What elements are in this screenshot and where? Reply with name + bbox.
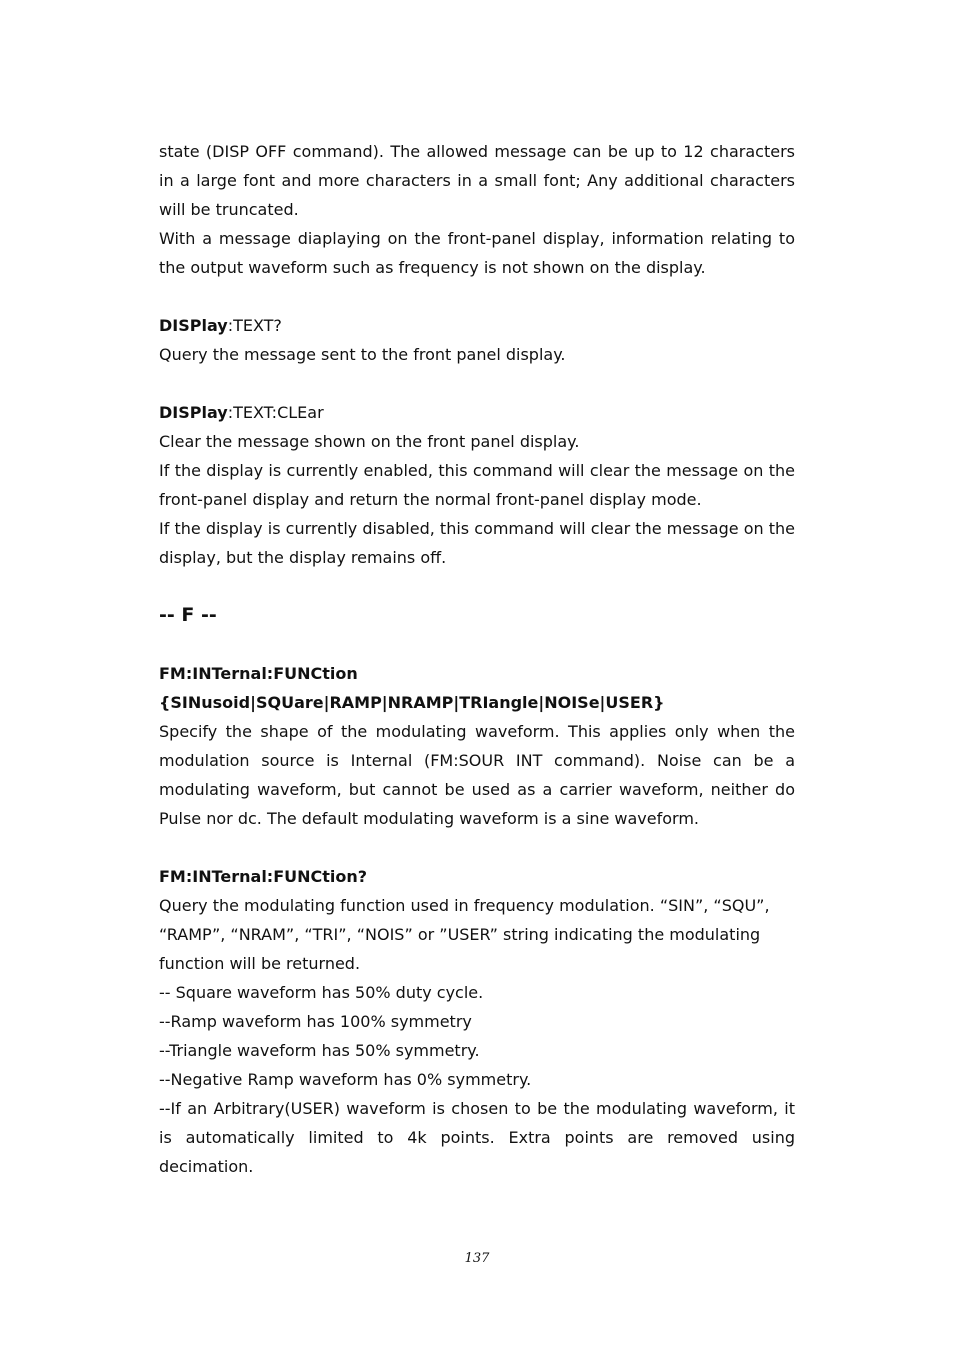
command-fm-internal-function: FM:INTernal:FUNCtion <box>159 664 358 683</box>
command-fm-function-query: FM:INTernal:FUNCtion? <box>159 867 368 886</box>
paragraph-query-line-1: Query the modulating function used in frequency modulation. “SIN”, “SQU”, <box>159 896 770 915</box>
command-keyword: DISPlay <box>159 403 228 422</box>
page-number: 137 <box>464 1251 490 1266</box>
note-triangle: --Triangle waveform has 50% symmetry. <box>159 1041 480 1060</box>
spacer <box>159 282 795 311</box>
command-fm-function-options: {SINusoid|SQUare|RAMP|NRAMP|TRIangle|NOISe|USER} <box>159 693 665 712</box>
paragraph-query-message: Query the message sent to the front panel display. <box>159 345 566 364</box>
spacer <box>159 833 795 862</box>
note-ramp: --Ramp waveform has 100% symmetry <box>159 1012 472 1031</box>
command-display-text-query <box>159 311 795 340</box>
paragraph-display-enabled: If the display is currently enabled, this command will clear the message on the front-panel display and return the normal front-panel display mode. <box>159 461 795 509</box>
paragraph-modulating-shape: Specify the shape of the modulating waveform. This applies only when the modulation source is Internal (FM:SOUR INT command). Noise can be a modulating waveform, but cannot be used as a carrier waveform, neither do Pulse nor dc. The default modulating waveform is a sine waveform. <box>159 722 795 828</box>
spacer <box>159 369 795 398</box>
spacer <box>159 572 795 601</box>
paragraph-query-line-3: function will be returned. <box>159 954 361 973</box>
command-suffix: :TEXT? <box>227 316 282 335</box>
paragraph-display-off: state (DISP OFF command). The allowed message can be up to 12 characters in a large font and more characters in a small font; Any additional characters will be truncated. <box>159 142 795 219</box>
page-body <box>159 137 795 1181</box>
paragraph-message-display: With a message diaplaying on the front-panel display, information relating to the output waveform such as frequency is not shown on the display. <box>159 229 795 277</box>
note-negative-ramp: --Negative Ramp waveform has 0% symmetry. <box>159 1070 532 1089</box>
paragraph-display-disabled: If the display is currently disabled, this command will clear the message on the display, but the display remains off. <box>159 519 795 567</box>
spacer <box>159 630 795 659</box>
paragraph-clear-message: Clear the message shown on the front panel display. <box>159 432 580 451</box>
command-suffix: :TEXT:CLEar <box>227 403 324 422</box>
note-square: -- Square waveform has 50% duty cycle. <box>159 983 484 1002</box>
command-display-text-clear <box>159 398 795 427</box>
paragraph-query-line-2: “RAMP”, “NRAM”, “TRI”, “NOIS” or ”USER” string indicating the modulating <box>159 925 761 944</box>
note-arbitrary: --If an Arbitrary(USER) waveform is chosen to be the modulating waveform, it is automatically limited to 4k points. Extra points are removed using decimation. <box>159 1099 795 1176</box>
command-keyword: DISPlay <box>159 316 228 335</box>
section-heading-f: -- F -- <box>159 604 217 626</box>
